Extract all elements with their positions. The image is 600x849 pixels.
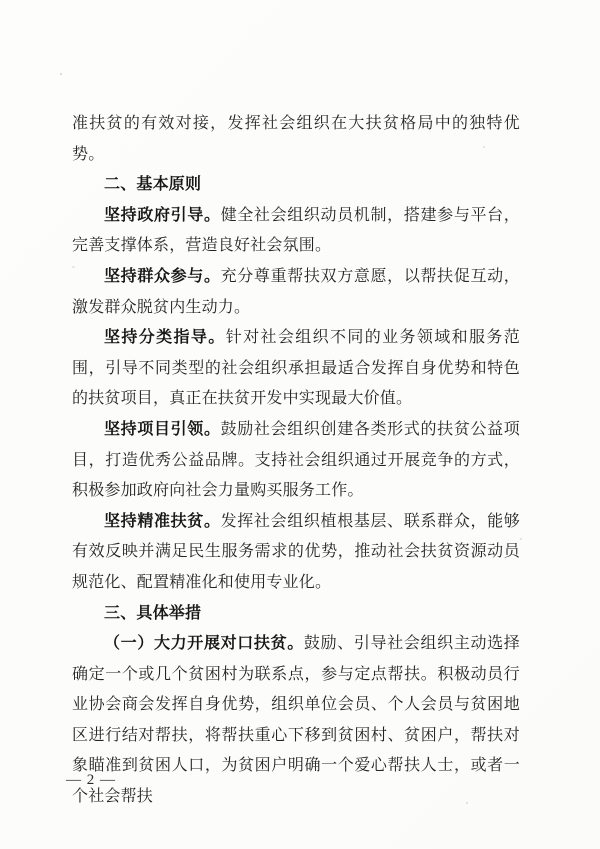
- document-body: [72, 109, 520, 813]
- paragraph-lead: 坚持分类指导。: [104, 329, 226, 347]
- paragraph: （一）大力开展对口扶贫。鼓励、引导社会组织主动选择确定一个或几个贫困村为联系点，参与定点帮扶。积极动员行业协会商会发挥自身优势，组织单位会员、个人会员与贫困地区进行结对帮扶，将帮扶重心下移到贫困村、贫困户，帮扶对象瞄准到贫困人口，为贫困户明确一个爱心帮扶人士，或者一个社会帮扶: [72, 635, 520, 806]
- paragraph-lead: 坚持项目引领。: [104, 420, 221, 438]
- paragraph: 坚持精准扶贫。发挥社会组织植根基层、联系群众，能够有效反映并满足民生服务需求的优势，推动社会扶贫资源动员规范化、配置精准化和使用专业化。: [72, 512, 520, 591]
- scan-speck: [466, 802, 468, 804]
- paragraph: 坚持群众参与。充分尊重帮扶双方意愿，以帮扶促互动，激发群众脱贫内生动力。: [72, 267, 520, 316]
- scan-speck: [520, 538, 522, 540]
- paragraph-lead: 坚持群众参与。: [104, 267, 221, 285]
- section-heading: 二、基本原则: [104, 176, 202, 194]
- paragraph: 坚持分类指导。针对社会组织不同的业务领域和服务范围，引导不同类型的社会组织承担最适合发挥自身优势和特色的扶贫项目，真正在扶贫开发中实现最大价值。: [72, 329, 521, 408]
- scan-speck: [72, 266, 75, 268]
- paragraph-lead: 坚持精准扶贫。: [104, 512, 221, 530]
- scan-speck: [483, 146, 485, 148]
- paragraph: 准扶贫的有效对接，发挥社会组织在大扶贫格局中的独特优势。: [72, 115, 520, 163]
- paragraph-lead: （一）大力开展对口扶贫。: [104, 635, 304, 653]
- section-heading: 三、具体举措: [104, 604, 202, 622]
- paragraph-lead: 坚持政府引导。: [104, 206, 221, 224]
- paragraph: 坚持政府引导。健全社会组织动员机制，搭建参与平台，完善支撑体系，营造良好社会氛围。: [72, 206, 520, 255]
- scan-speck: [60, 73, 62, 75]
- paragraph: 坚持项目引领。鼓励社会组织创建各类形式的扶贫公益项目，打造优秀公益品牌。支持社会组织通过开展竞争的方式，积极参加政府向社会力量购买服务工作。: [72, 420, 520, 500]
- page-number: — 2 —: [66, 772, 116, 788]
